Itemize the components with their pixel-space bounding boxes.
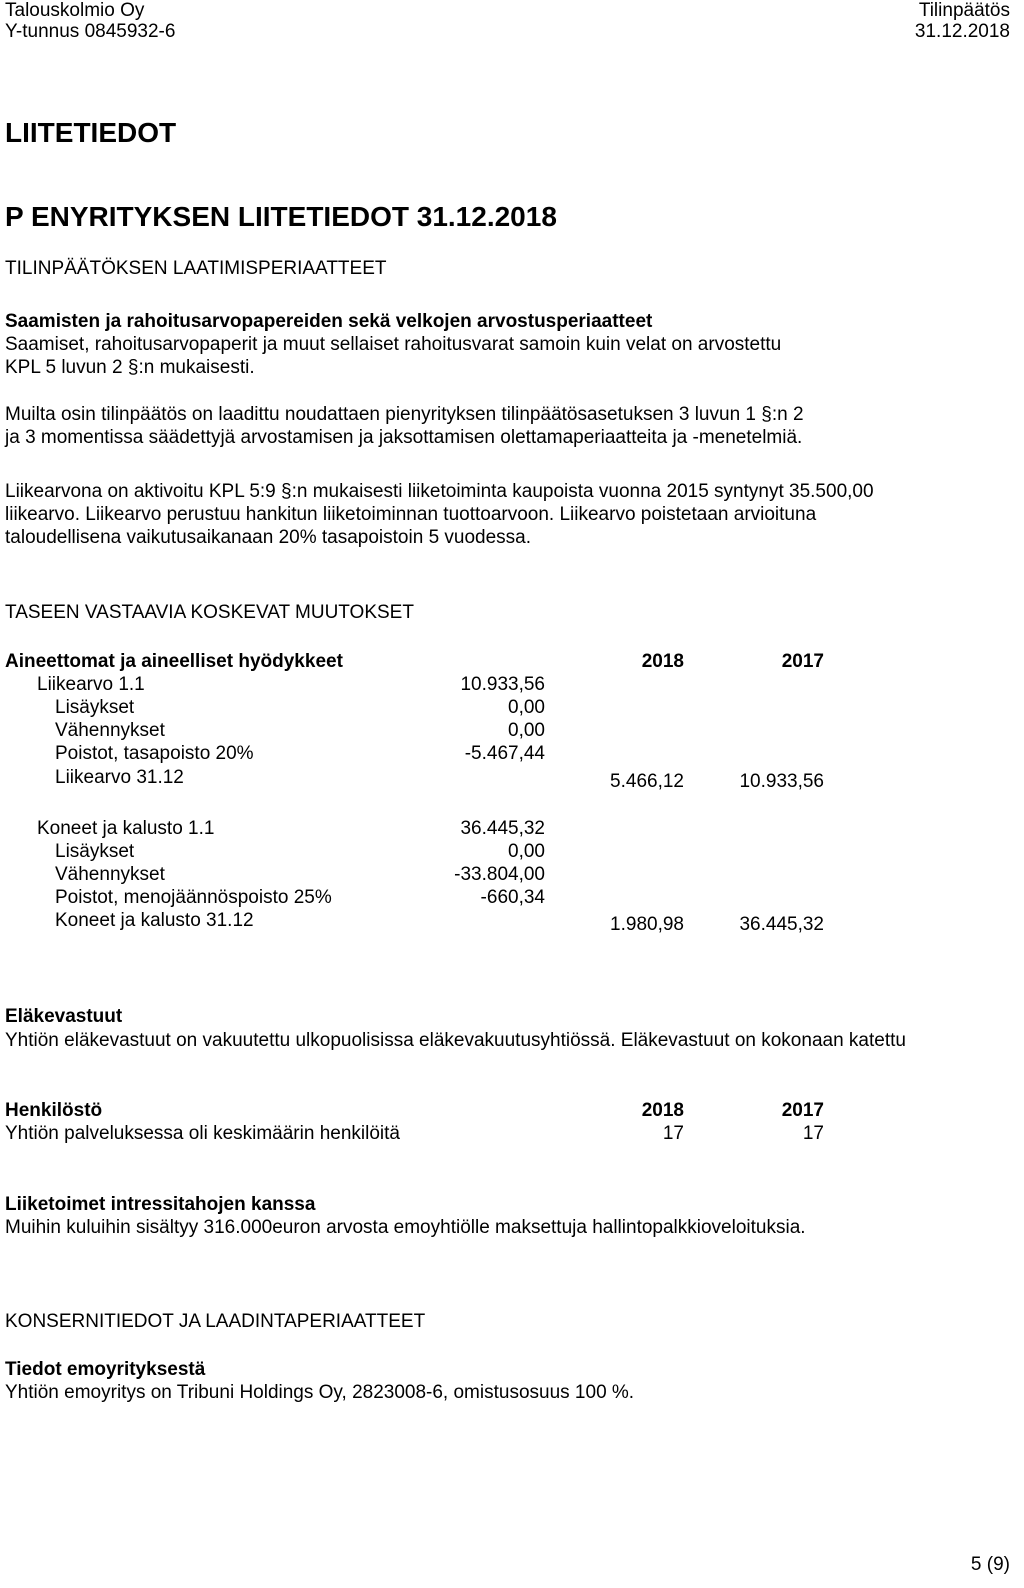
table-row-label: Poistot, tasapoisto 20% [55, 743, 254, 764]
parent-heading: Tiedot emoyrityksestä [5, 1359, 206, 1380]
other-principles-paragraph [5, 403, 804, 449]
goodwill-line: taloudellisena vaikutusaikanaan 20% tasapoistoin 5 vuodessa. [5, 527, 532, 548]
personnel-heading: Henkilöstö [5, 1100, 103, 1121]
principles-heading: TILINPÄÄTÖKSEN LAATIMISPERIAATTEET [5, 258, 387, 279]
table-row-2017: 10.933,56 [739, 771, 824, 792]
table-row-amount: -660,34 [480, 887, 545, 908]
table-row-amount: 0,00 [508, 697, 545, 718]
page-title: LIITETIEDOT [5, 117, 177, 148]
table-row-label: Lisäykset [55, 697, 135, 718]
business-id: Y-tunnus 0845932-6 [5, 21, 176, 42]
document-date: 31.12.2018 [914, 21, 1010, 42]
table-row-amount: -5.467,44 [464, 743, 545, 764]
personnel-value-2018: 17 [662, 1123, 684, 1144]
table-row-label: Liikearvo 31.12 [55, 767, 184, 788]
valuation-paragraph [5, 333, 781, 379]
table-row-label: Lisäykset [55, 841, 135, 862]
table-row-label: Vähennykset [55, 720, 165, 741]
table-row-label: Liikearvo 1.1 [37, 674, 145, 695]
table-row-amount: 36.445,32 [460, 818, 545, 839]
valuation-heading: Saamisten ja rahoitusarvopapereiden sekä velkojen arvostusperiaatteet [5, 311, 653, 332]
table-row-amount: 0,00 [508, 720, 545, 741]
page-number: 5 (9) [970, 1554, 1010, 1575]
table-row-2017: 36.445,32 [739, 914, 824, 935]
table-row-amount: 10.933,56 [460, 674, 545, 695]
goodwill-paragraph [5, 480, 874, 549]
personnel-column-2018: 2018 [641, 1100, 684, 1121]
assets-heading: Aineettomat ja aineelliset hyödykkeet [5, 651, 343, 672]
personnel-text: Yhtiön palveluksessa oli keskimäärin henkilöitä [5, 1123, 400, 1144]
table-row-amount: 0,00 [508, 841, 545, 862]
table-row-amount: -33.804,00 [454, 864, 545, 885]
column-2018: 2018 [641, 651, 684, 672]
company-name: Talouskolmio Oy [5, 0, 145, 21]
pension-text: Yhtiön eläkevastuut on vakuutettu ulkopuolisissa eläkevakuutusyhtiössä. Eläkevastuut on kokonaan katettu [5, 1030, 906, 1051]
related-text: Muihin kuluihin sisältyy 316.000euron arvosta emoyhtiölle maksettuja hallintopalkkioveloituksia. [5, 1217, 806, 1238]
document-type: Tilinpäätös [918, 0, 1010, 21]
table-row-label: Koneet ja kalusto 1.1 [37, 818, 215, 839]
group-heading: KONSERNITIEDOT JA LAADINTAPERIAATTEET [5, 1311, 426, 1332]
page-subtitle: P ENYRITYKSEN LIITETIEDOT 31.12.2018 [5, 201, 557, 232]
changes-heading: TASEEN VASTAAVIA KOSKEVAT MUUTOKSET [5, 602, 414, 623]
pension-heading: Eläkevastuut [5, 1006, 123, 1027]
table-row-label: Poistot, menojäännöspoisto 25% [55, 887, 332, 908]
valuation-line: KPL 5 luvun 2 §:n mukaisesti. [5, 357, 255, 378]
goodwill-line: liikearvo. Liikearvo perustuu hankitun liiketoiminnan tuottoarvoon. Liikearvo poistetaan arvioituna [5, 504, 817, 525]
valuation-line: Saamiset, rahoitusarvopaperit ja muut sellaiset rahoitusvarat samoin kuin velat on arvostettu [5, 334, 782, 355]
table-row-2018: 1.980,98 [610, 914, 684, 935]
table-row-label: Vähennykset [55, 864, 165, 885]
other-principles-line: Muilta osin tilinpäätös on laadittu noudattaen pienyrityksen tilinpäätösasetuksen 3 luvun 1 §:n 2 [5, 404, 804, 425]
table-row-label: Koneet ja kalusto 31.12 [55, 910, 254, 931]
goodwill-line: Liikearvona on aktivoitu KPL 5:9 §:n mukaisesti liiketoiminta kaupoista vuonna 2015 syntynyt 35.500,00 [5, 481, 874, 502]
personnel-value-2017: 17 [802, 1123, 824, 1144]
table-row-2018: 5.466,12 [610, 771, 684, 792]
parent-text: Yhtiön emoyritys on Tribuni Holdings Oy, 2823008-6, omistusosuus 100 %. [5, 1382, 635, 1403]
other-principles-line: ja 3 momentissa säädettyjä arvostamisen ja jaksottamisen olettamaperiaatteita ja -menetelmiä. [5, 427, 803, 448]
column-2017: 2017 [781, 651, 824, 672]
personnel-column-2017: 2017 [781, 1100, 824, 1121]
related-heading: Liiketoimet intressitahojen kanssa [5, 1194, 316, 1215]
